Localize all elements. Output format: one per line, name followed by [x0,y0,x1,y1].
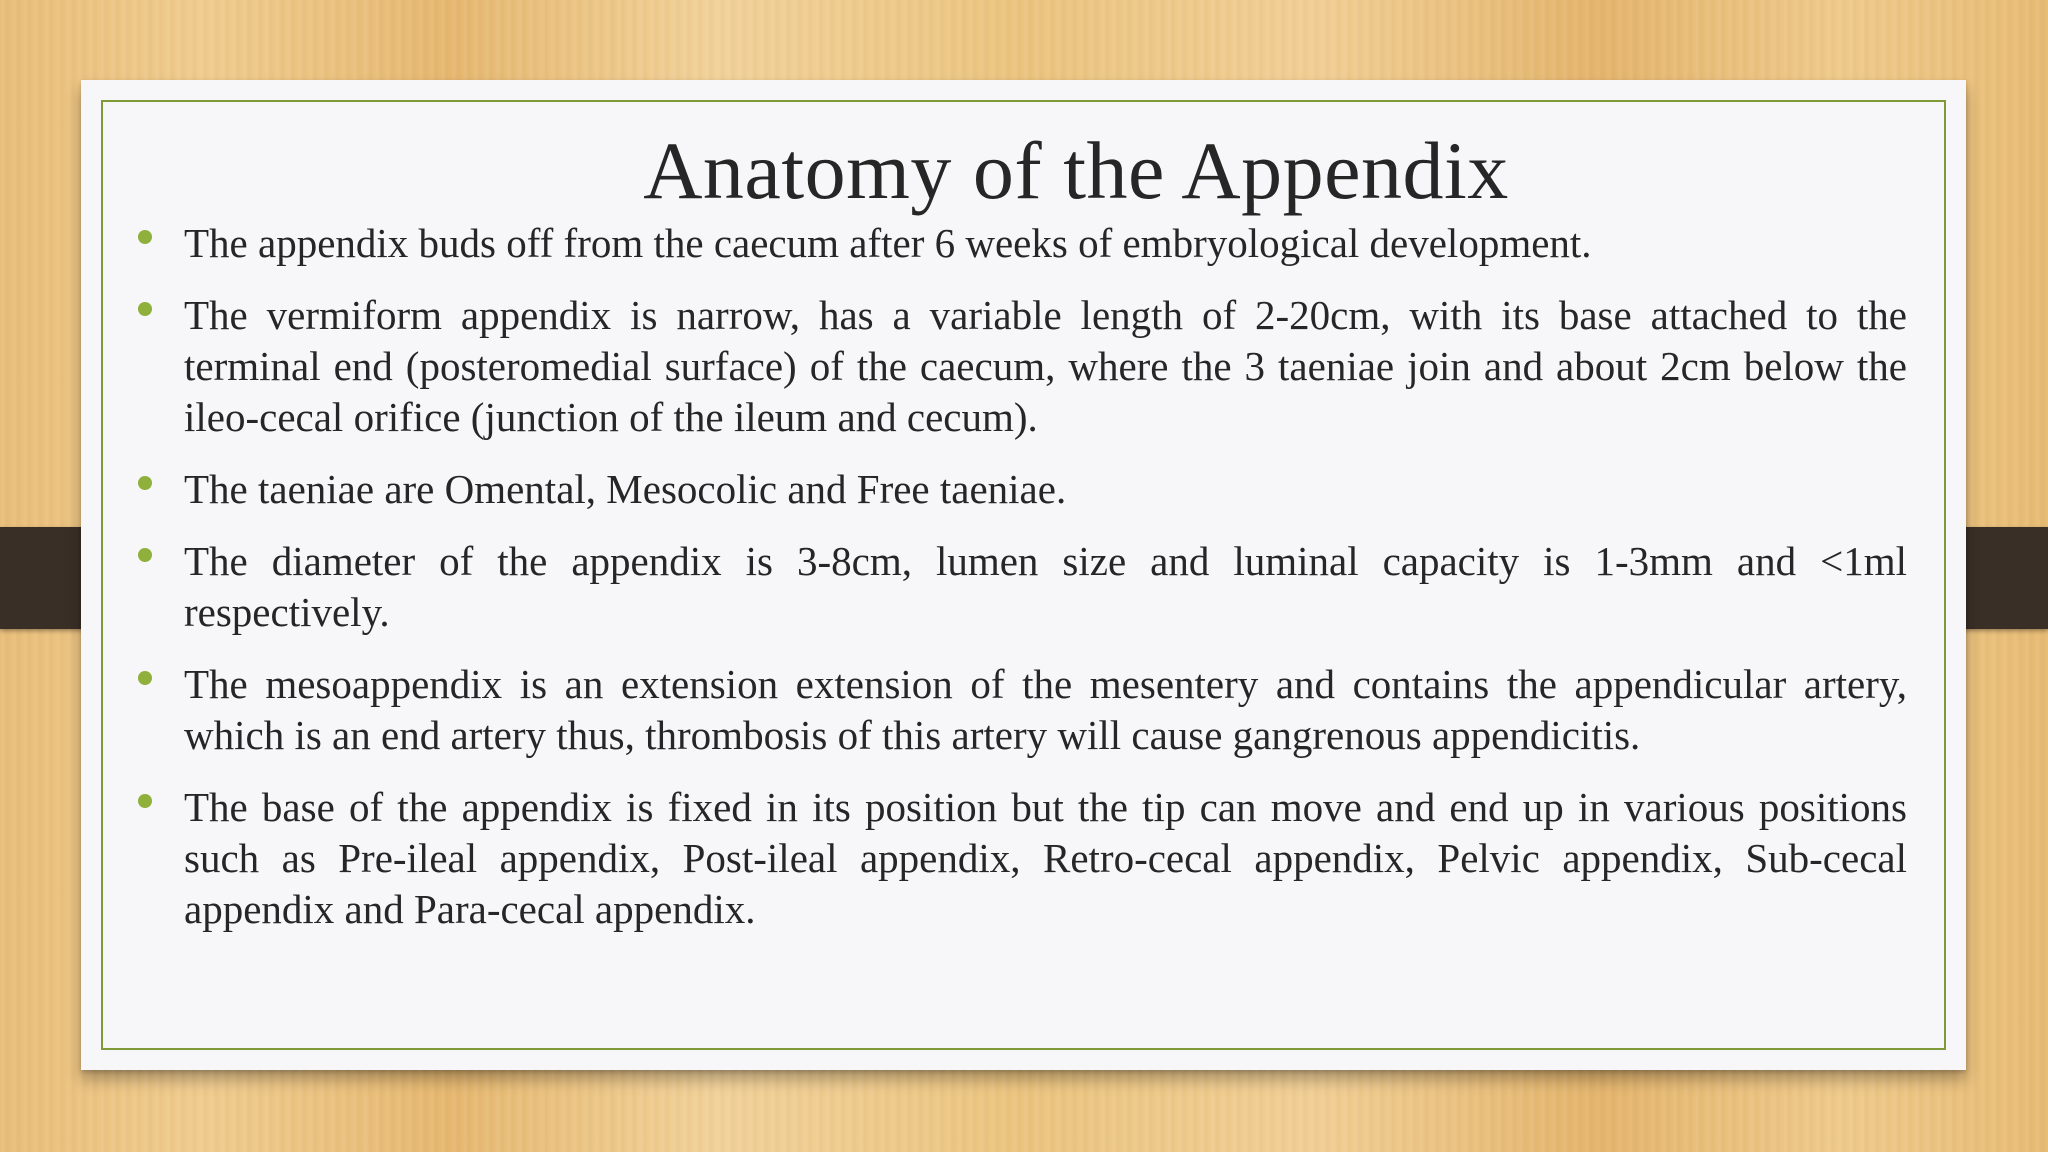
bullet-text: The mesoappendix is an extension extension of the mesentery and contains the appendicular artery, which is an end artery thus, thrombosis of this artery will cause gangrenous appendicitis. [184,661,1907,758]
bullet-text: The vermiform appendix is narrow, has a variable length of 2-20cm, with its base attached to the terminal end (posteromedial surface) of the caecum, where the 3 taeniae join and about 2cm below the ileo-cecal orifice (junction of the ileum and cecum). [184,292,1907,440]
bullet-item [184,218,1907,269]
slide-title: Anatomy of the Appendix [643,125,1509,216]
bullet-item [184,536,1907,638]
bullet-dot-icon [138,794,152,808]
bullet-text: The base of the appendix is fixed in its position but the tip can move and end up in various positions such as Pre-ileal appendix, Post-ileal appendix, Retro-cecal appendix, Pelvic appendix, Sub-cecal appendix and Para-cecal appendix. [184,784,1907,932]
bullet-dot-icon [138,548,152,562]
bullet-item [184,659,1907,761]
slide-card [81,80,1966,1070]
bullet-item [184,782,1907,935]
bullet-item [184,464,1907,515]
bullet-dot-icon [138,230,152,244]
bullet-text: The taeniae are Omental, Mesocolic and Free taeniae. [184,466,1067,512]
bullet-text: The appendix buds off from the caecum after 6 weeks of embryological development. [184,220,1592,266]
bullet-dot-icon [138,302,152,316]
bullet-text: The diameter of the appendix is 3-8cm, lumen size and luminal capacity is 1-3mm and <1ml respectively. [184,538,1907,635]
bullet-dot-icon [138,476,152,490]
bullet-dot-icon [138,671,152,685]
bullet-item [184,290,1907,443]
bullet-list [184,218,1907,956]
